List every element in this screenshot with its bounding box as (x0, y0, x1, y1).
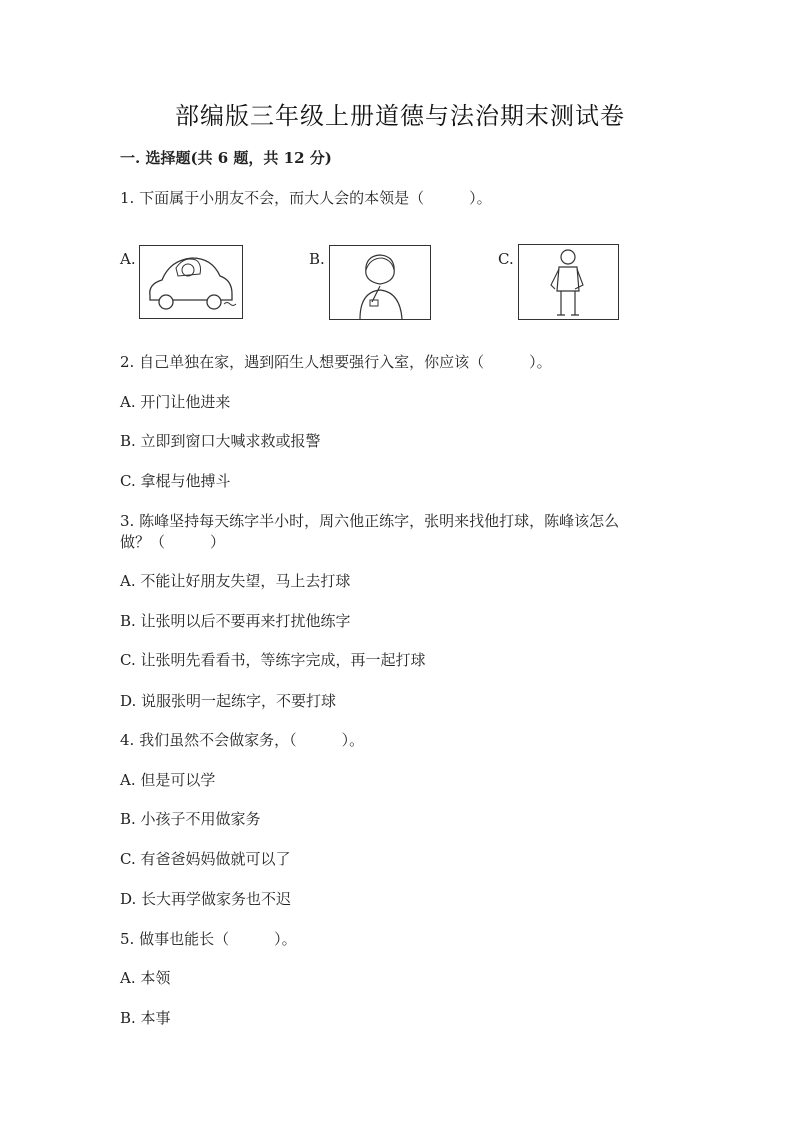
question-4-option-d: D. 长大再学做家务也不迟 (120, 890, 292, 908)
question-4-option-c: C. 有爸爸妈妈做就可以了 (120, 850, 291, 868)
question-3-option-d: D. 说服张明一起练字，不要打球 (120, 692, 337, 710)
question-3-stem-line-2: 做？（ ） (120, 533, 226, 551)
car-driving-image (139, 245, 243, 319)
question-3-option-c: C. 让张明先看看书，等练字完成，再一起打球 (120, 651, 426, 669)
car-icon (140, 246, 242, 318)
question-3-stem-line-1: 3. 陈峰坚持每天练字半小时，周六他正练字，张明来找他打球，陈峰该怎么 (120, 512, 620, 530)
question-1-option-c: C. (498, 250, 514, 268)
question-2-option-b: B. 立即到窗口大喊求救或报警 (120, 432, 321, 450)
question-1-option-a: A. (120, 250, 136, 268)
child-icon (330, 246, 430, 319)
question-4-option-b: B. 小孩子不用做家务 (120, 810, 261, 828)
question-1-option-b: B. (309, 250, 325, 268)
child-brushing-teeth-image (329, 245, 431, 320)
question-2-stem: 2. 自己单独在家，遇到陌生人想要强行入室，你应该（ ）。 (120, 353, 552, 371)
question-3-option-a: A. 不能让好朋友失望，马上去打球 (120, 572, 351, 590)
man-icon (519, 245, 618, 319)
question-3-option-b: B. 让张明以后不要再来打扰他练字 (120, 612, 351, 630)
question-5-stem: 5. 做事也能长（ ）。 (120, 930, 297, 948)
man-standing-image (518, 244, 619, 320)
section-header: 一. 选择题(共 6 题，共 12 分) (120, 149, 332, 167)
question-4-stem: 4. 我们虽然不会做家务，（ ）。 (120, 731, 365, 749)
question-5-option-a: A. 本领 (120, 969, 171, 987)
question-1-stem: 1. 下面属于小朋友不会，而大人会的本领是（ ）。 (120, 189, 492, 207)
question-5-option-b: B. 本事 (120, 1009, 171, 1027)
question-2-option-a: A. 开门让他进来 (120, 393, 231, 411)
question-2-option-c: C. 拿棍与他搏斗 (120, 472, 231, 490)
page-title: 部编版三年级上册道德与法治期末测试卷 (175, 102, 625, 130)
question-4-option-a: A. 但是可以学 (120, 771, 216, 789)
